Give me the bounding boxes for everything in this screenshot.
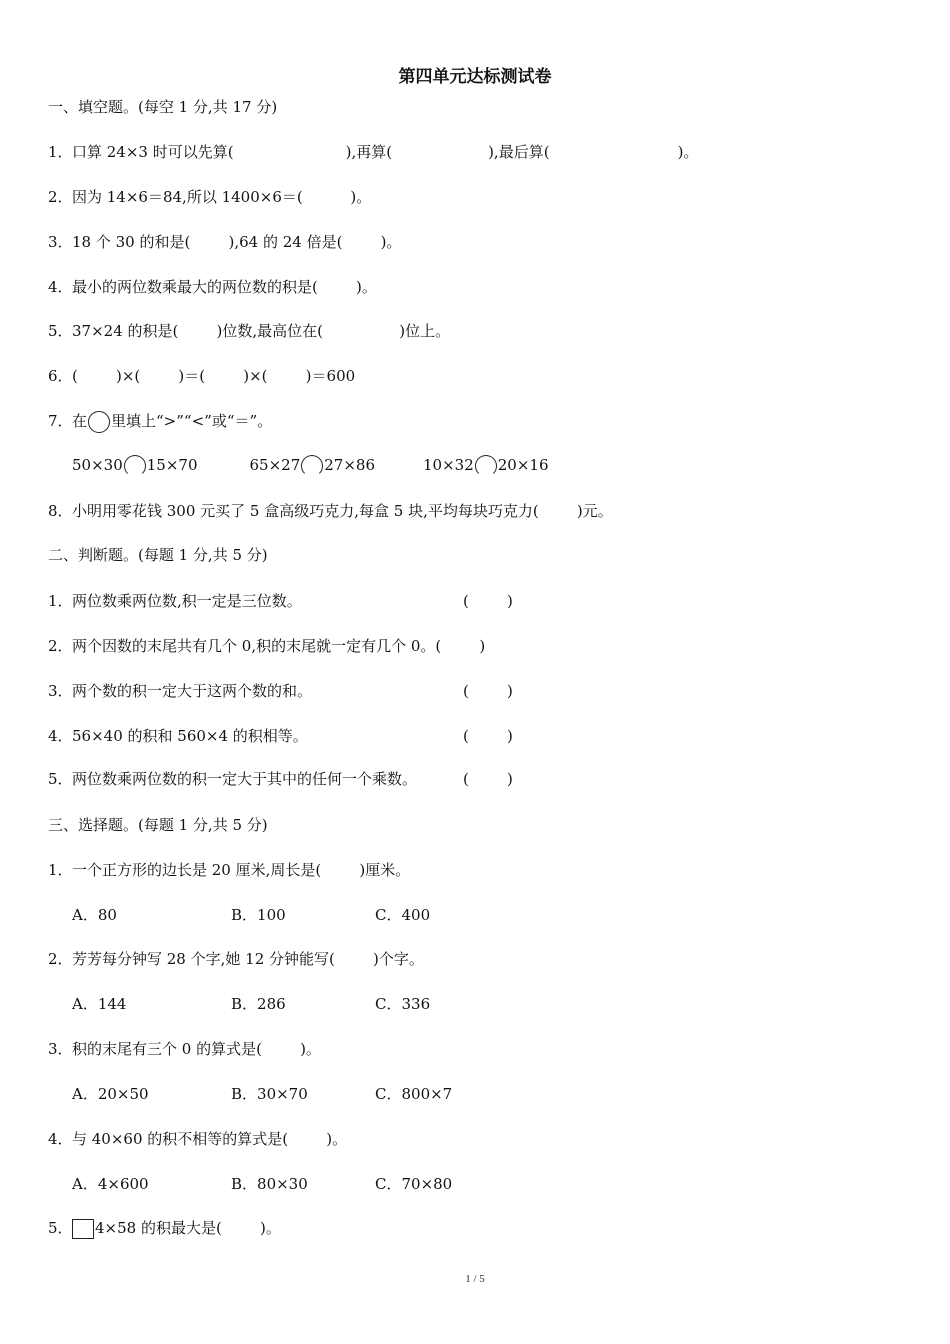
option-a[interactable]: A．144 xyxy=(72,995,127,1013)
fill-q6: 6．( )×( )＝( )×( )＝600 xyxy=(48,367,356,385)
choice-q3: 3．积的末尾有三个 0 的算式是( )。 xyxy=(48,1040,321,1058)
fill-q5: 5．37×24 的积是( )位数,最高位在( )位上。 xyxy=(48,322,451,340)
judge-q4-answer-paren[interactable]: ( ) xyxy=(463,727,513,745)
blank-square-icon[interactable] xyxy=(72,1219,94,1239)
option-c[interactable]: C．400 xyxy=(375,906,431,924)
judge-q1-answer-paren[interactable]: ( ) xyxy=(463,592,513,610)
compare-circle-icon[interactable] xyxy=(124,455,146,477)
page-title: 第四单元达标测试卷 xyxy=(398,67,552,87)
choice-q1-options xyxy=(72,905,430,925)
option-b[interactable]: B．286 xyxy=(231,995,286,1013)
fill-q2: 2．因为 14×6＝84,所以 1400×6＝( )。 xyxy=(48,188,372,206)
choice-q4: 4．与 40×60 的积不相等的算式是( )。 xyxy=(48,1130,348,1148)
judge-q5: 5．两位数乘两位数的积一定大于其中的任何一个乘数。 xyxy=(48,770,418,788)
fill-q7: 7．在 里填上“>”“<”或“＝”。 xyxy=(48,411,272,433)
option-c[interactable]: C．70×80 xyxy=(375,1175,453,1193)
choice-q3-options xyxy=(72,1084,452,1104)
fill-q3: 3．18 个 30 的和是( ),64 的 24 倍是( )。 xyxy=(48,233,402,251)
section-judge-header: 二、判断题。(每题 1 分,共 5 分) xyxy=(48,546,268,564)
choice-q4-options xyxy=(72,1174,452,1194)
judge-q4: 4．56×40 的积和 560×4 的积相等。 xyxy=(48,727,308,745)
judge-q2: 2．两个因数的末尾共有几个 0,积的末尾就一定有几个 0。( ) xyxy=(48,637,486,655)
option-c[interactable]: C．336 xyxy=(375,995,431,1013)
section-choice-header: 三、选择题。(每题 1 分,共 5 分) xyxy=(48,816,268,834)
judge-q3-answer-paren[interactable]: ( ) xyxy=(463,682,513,700)
judge-q3: 3．两个数的积一定大于这两个数的和。 xyxy=(48,682,313,700)
fill-q1: 1．口算 24×3 时可以先算( ),再算( ),最后算( )。 xyxy=(48,143,699,161)
judge-q1: 1．两位数乘两位数,积一定是三位数。 xyxy=(48,592,302,610)
option-b[interactable]: B．100 xyxy=(231,906,286,924)
choice-q2: 2．芳芳每分钟写 28 个字,她 12 分钟能写( )个字。 xyxy=(48,950,424,968)
option-a[interactable]: A．4×600 xyxy=(72,1175,149,1193)
compare-circle-icon[interactable] xyxy=(301,455,323,477)
choice-q2-options xyxy=(72,994,430,1014)
choice-q5: 5． 4×58 的积最大是( )。 xyxy=(48,1219,281,1237)
compare-circle-icon[interactable] xyxy=(475,455,497,477)
fill-q7-expressions: 50×30 15×70 65×27 27×86 10×32 20×16 xyxy=(72,455,549,477)
page-number: 1 / 5 xyxy=(465,1273,485,1285)
option-b[interactable]: B．30×70 xyxy=(231,1085,308,1103)
section-fill-header: 一、填空题。(每空 1 分,共 17 分) xyxy=(48,98,278,116)
option-a[interactable]: A．20×50 xyxy=(72,1085,149,1103)
option-a[interactable]: A．80 xyxy=(72,906,117,924)
fill-q8: 8．小明用零花钱 300 元买了 5 盒高级巧克力,每盒 5 块,平均每块巧克力( )元。 xyxy=(48,502,613,520)
judge-q5-answer-paren[interactable]: ( ) xyxy=(463,770,513,788)
fill-q4: 4．最小的两位数乘最大的两位数的积是( )。 xyxy=(48,278,377,296)
compare-circle-icon[interactable] xyxy=(88,411,110,433)
option-b[interactable]: B．80×30 xyxy=(231,1175,308,1193)
option-c[interactable]: C．800×7 xyxy=(375,1085,453,1103)
choice-q1: 1．一个正方形的边长是 20 厘米,周长是( )厘米。 xyxy=(48,861,411,879)
